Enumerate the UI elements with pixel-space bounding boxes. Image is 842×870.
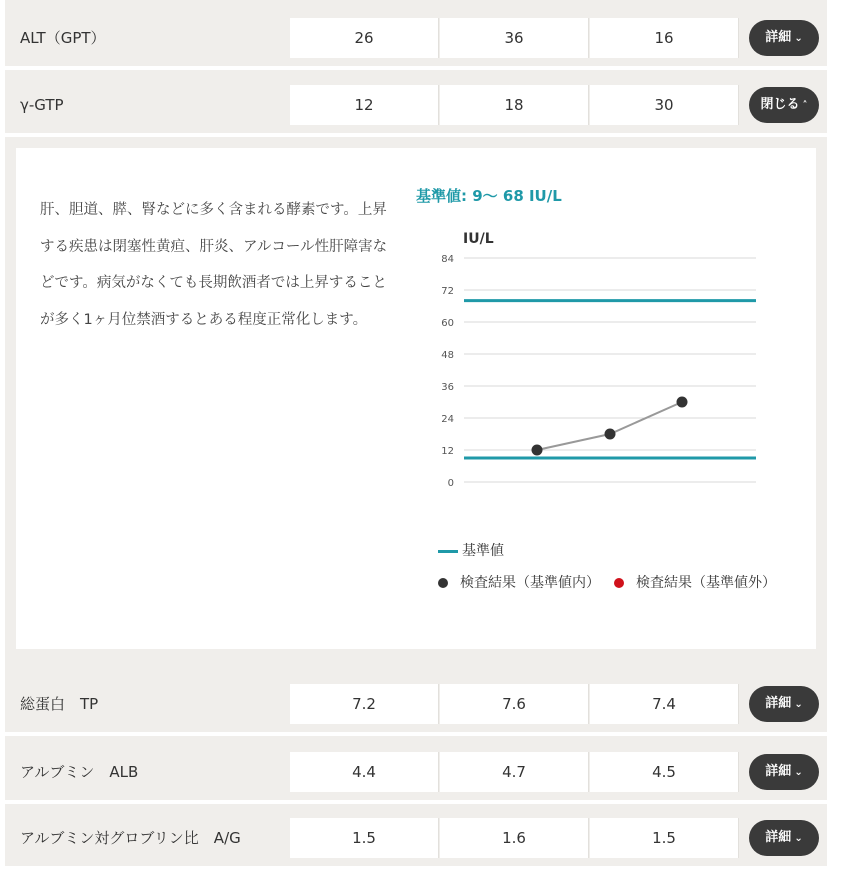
legend-in-range-label: 検査結果（基準値内） [460,575,600,591]
value-cell: 4.7 [440,752,589,792]
detail-panel [16,148,816,649]
button-label: 閉じる [760,97,800,112]
chevron-down-icon: ⌄ [794,833,803,844]
value-cell: 26 [290,18,439,58]
row-label: γ-GTP [20,96,64,114]
out-of-range-dot-icon [614,578,624,588]
y-tick-label: 60 [441,318,454,329]
value-cell: 4.5 [590,752,739,792]
trend-chart [416,223,776,523]
row-label: ALT（GPT） [20,29,106,47]
legend-out-of-range-label: 検査結果（基準値外） [636,575,776,591]
value-cell: 12 [290,85,439,125]
data-point [532,445,543,456]
data-point [605,429,616,440]
y-tick-label: 0 [447,478,454,489]
button-label: 詳細 [765,30,792,45]
value-cell: 1.5 [590,818,739,858]
reference-line-icon [438,550,458,553]
legend-reference-label: 基準値 [462,543,504,559]
reference-range-label: 基準値: 9～ 68 IU/L [416,187,562,205]
chevron-up-icon: ˄ [802,100,808,111]
data-point [677,397,688,408]
button-label: 詳細 [765,764,792,779]
close-button[interactable] [749,87,819,123]
value-cell: 7.2 [290,684,439,724]
y-tick-label: 36 [441,382,454,393]
button-label: 詳細 [765,830,792,845]
value-cell: 7.4 [590,684,739,724]
chevron-down-icon: ⌄ [794,767,803,778]
table-row-alb [5,744,827,804]
description-text: 肝、胆道、膵、腎などに多く含まれる酵素です。上昇する疾患は閉塞性黄疸、肝炎、アルコール性肝障害などです。病気がなくても長期飲酒者では上昇することが多く1ヶ月位禁酒するとある程度正常化します。 [40,202,388,328]
detail-button[interactable] [749,820,819,856]
value-cell: 4.4 [290,752,439,792]
y-tick-label: 24 [441,414,454,425]
button-label: 詳細 [765,696,792,711]
value-cell: 1.5 [290,818,439,858]
detail-button[interactable] [749,20,819,56]
row-label: アルブミン対グロブリン比 A/G [20,829,241,847]
table-row-alt [5,10,827,70]
series-line [537,402,682,450]
legend-results [438,572,776,592]
table-row-ggtp [5,77,827,137]
y-axis-label: IU/L [463,231,494,247]
y-tick-label: 84 [441,254,454,265]
detail-button[interactable] [749,754,819,790]
legend-reference [438,540,504,560]
value-cell: 16 [590,18,739,58]
row-label: 総蛋白 TP [20,695,99,713]
chevron-down-icon: ⌄ [794,699,803,710]
row-label: アルブミン ALB [20,763,139,781]
y-tick-label: 72 [441,286,454,297]
table-row-tp [5,676,827,736]
y-tick-label: 48 [441,350,454,361]
in-range-dot-icon [438,578,448,588]
value-cell: 36 [440,18,589,58]
table-row-ag [5,810,827,870]
y-tick-label: 12 [441,446,454,457]
value-cell: 18 [440,85,589,125]
value-cell: 30 [590,85,739,125]
detail-button[interactable] [749,686,819,722]
chevron-down-icon: ⌄ [794,33,803,44]
value-cell: 1.6 [440,818,589,858]
value-cell: 7.6 [440,684,589,724]
